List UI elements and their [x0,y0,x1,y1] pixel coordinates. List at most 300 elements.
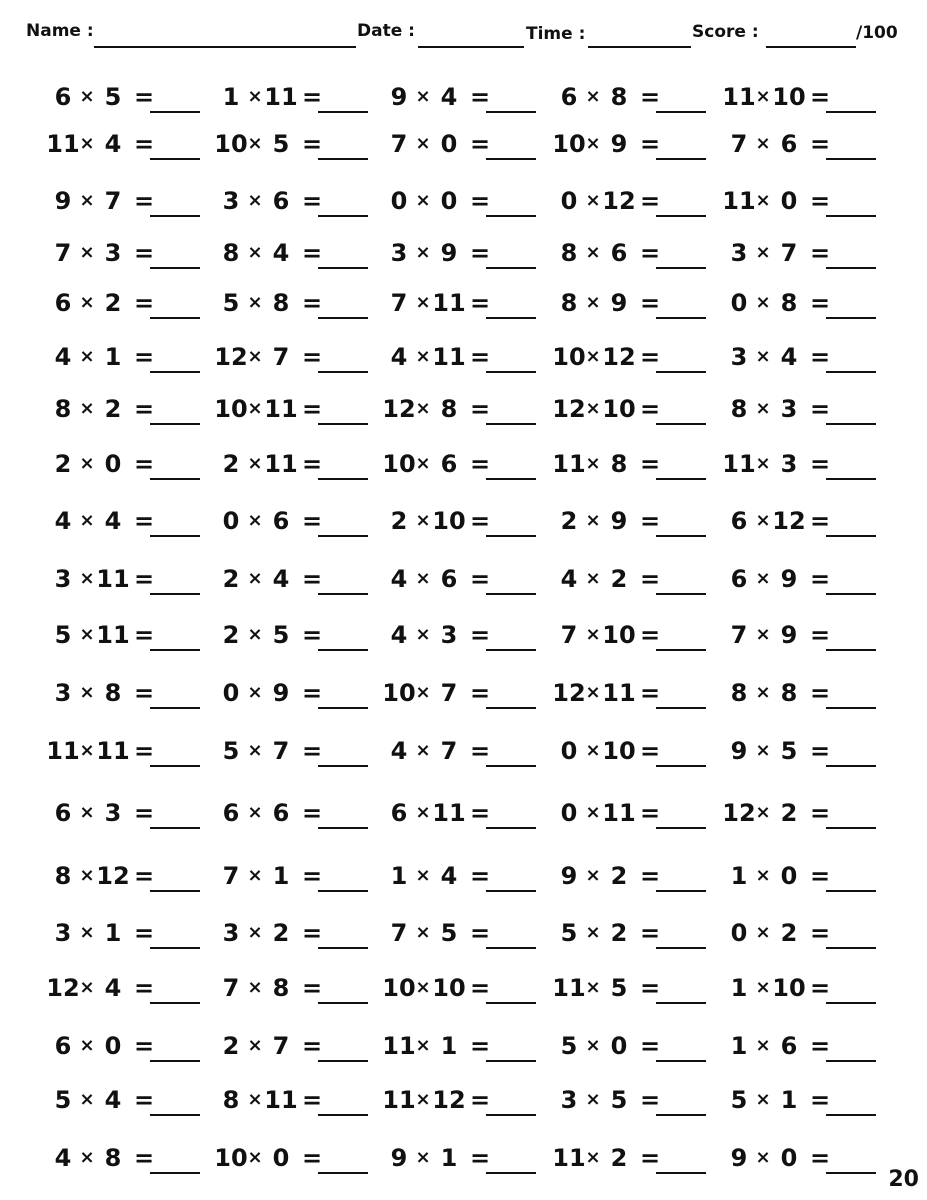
second-factor: 2 [610,1144,628,1172]
score-label: Score : [692,22,759,42]
first-factor: 0 [730,289,748,317]
second-factor: 10 [772,974,806,1002]
first-factor: 11 [382,1086,416,1114]
times-sign: × [585,510,601,531]
equals-sign: = [810,799,831,827]
answer-blank[interactable] [826,478,876,480]
answer-blank[interactable] [486,1114,536,1116]
first-factor: 6 [222,799,240,827]
times-sign: × [79,292,95,313]
answer-blank[interactable] [656,765,706,767]
equals-sign: = [640,395,661,423]
times-sign: × [79,740,95,761]
second-factor: 1 [272,862,290,890]
answer-blank[interactable] [150,317,200,319]
answer-blank[interactable] [826,423,876,425]
second-factor: 5 [610,974,628,1002]
answer-blank[interactable] [826,535,876,537]
answer-blank[interactable] [318,1060,368,1062]
answer-blank[interactable] [656,535,706,537]
times-sign: × [247,242,263,263]
problem [214,506,374,542]
second-factor: 6 [272,187,290,215]
times-sign: × [585,190,601,211]
second-factor: 7 [272,343,290,371]
answer-blank[interactable] [486,158,536,160]
problem [722,1031,882,1067]
times-sign: × [755,865,771,886]
first-factor: 11 [722,83,756,111]
second-factor: 7 [104,187,122,215]
date-label: Date : [357,21,415,41]
first-factor: 7 [54,239,72,267]
first-factor: 2 [222,450,240,478]
answer-blank[interactable] [150,890,200,892]
first-factor: 0 [560,737,578,765]
equals-sign: = [134,507,155,535]
problem [382,238,542,274]
answer-blank[interactable] [150,649,200,651]
first-factor: 2 [222,621,240,649]
equals-sign: = [810,343,831,371]
equals-sign: = [810,239,831,267]
equals-sign: = [470,919,491,947]
answer-blank[interactable] [826,215,876,217]
second-factor: 11 [96,565,130,593]
answer-blank[interactable] [486,423,536,425]
answer-blank[interactable] [826,317,876,319]
equals-sign: = [302,1144,323,1172]
second-factor: 9 [780,621,798,649]
second-factor: 7 [440,737,458,765]
first-factor: 8 [222,239,240,267]
times-sign: × [79,624,95,645]
answer-blank[interactable] [318,535,368,537]
answer-blank[interactable] [318,593,368,595]
problem [382,82,542,118]
equals-sign: = [640,343,661,371]
equals-sign: = [302,1086,323,1114]
first-factor: 1 [730,1032,748,1060]
problem [552,506,712,542]
answer-blank[interactable] [826,649,876,651]
times-sign: × [585,242,601,263]
answer-blank[interactable] [656,423,706,425]
answer-blank[interactable] [318,1002,368,1004]
problem [214,288,374,324]
answer-blank[interactable] [656,649,706,651]
answer-blank[interactable] [486,890,536,892]
problem [552,918,712,954]
times-sign: × [585,1147,601,1168]
answer-blank[interactable] [150,535,200,537]
answer-blank[interactable] [826,111,876,113]
answer-blank[interactable] [486,215,536,217]
times-sign: × [755,190,771,211]
second-factor: 5 [104,83,122,111]
first-factor: 11 [552,450,586,478]
answer-blank[interactable] [318,827,368,829]
problem [552,798,712,834]
problem [552,394,712,430]
equals-sign: = [134,343,155,371]
second-factor: 4 [440,862,458,890]
problem [382,186,542,222]
times-sign: × [79,802,95,823]
second-factor: 0 [104,450,122,478]
times-sign: × [585,802,601,823]
answer-blank[interactable] [318,478,368,480]
second-factor: 10 [432,974,466,1002]
problem [382,918,542,954]
answer-blank[interactable] [656,158,706,160]
equals-sign: = [470,974,491,1002]
first-factor: 12 [214,343,248,371]
times-sign: × [755,242,771,263]
equals-sign: = [134,679,155,707]
second-factor: 4 [104,130,122,158]
answer-blank[interactable] [150,371,200,373]
answer-blank[interactable] [150,423,200,425]
second-factor: 3 [440,621,458,649]
first-factor: 11 [722,187,756,215]
problem [46,82,206,118]
equals-sign: = [810,130,831,158]
second-factor: 4 [104,1086,122,1114]
second-factor: 12 [772,507,806,535]
problem [214,342,374,378]
answer-blank[interactable] [656,1114,706,1116]
second-factor: 10 [602,395,636,423]
times-sign: × [755,86,771,107]
answer-blank[interactable] [826,593,876,595]
equals-sign: = [640,1032,661,1060]
answer-blank[interactable] [826,765,876,767]
times-sign: × [247,624,263,645]
equals-sign: = [134,621,155,649]
equals-sign: = [640,239,661,267]
answer-blank[interactable] [486,593,536,595]
answer-blank[interactable] [318,423,368,425]
answer-blank[interactable] [150,478,200,480]
second-factor: 2 [104,289,122,317]
answer-blank[interactable] [486,707,536,709]
problem [552,1031,712,1067]
second-factor: 3 [780,450,798,478]
equals-sign: = [810,862,831,890]
second-factor: 6 [780,1032,798,1060]
problem [722,736,882,772]
answer-blank[interactable] [656,827,706,829]
first-factor: 8 [560,289,578,317]
answer-blank[interactable] [486,1060,536,1062]
first-factor: 10 [382,450,416,478]
second-factor: 6 [440,450,458,478]
answer-blank[interactable] [486,267,536,269]
answer-blank[interactable] [318,267,368,269]
problem [46,1031,206,1067]
name-label: Name : [26,21,94,41]
second-factor: 11 [432,343,466,371]
second-factor: 8 [272,289,290,317]
answer-blank[interactable] [826,371,876,373]
answer-blank[interactable] [150,111,200,113]
times-sign: × [755,1089,771,1110]
problem [214,973,374,1009]
times-sign: × [415,740,431,761]
answer-blank[interactable] [150,947,200,949]
problem [214,1031,374,1067]
problem [46,129,206,165]
answer-blank[interactable] [656,1002,706,1004]
answer-blank[interactable] [656,478,706,480]
times-sign: × [415,346,431,367]
times-sign: × [415,1035,431,1056]
problem [214,620,374,656]
second-factor: 0 [780,862,798,890]
first-factor: 12 [382,395,416,423]
first-factor: 7 [390,130,408,158]
second-factor: 8 [610,83,628,111]
second-factor: 6 [780,130,798,158]
first-factor: 10 [552,130,586,158]
first-factor: 12 [552,679,586,707]
second-factor: 3 [104,239,122,267]
answer-blank[interactable] [318,1172,368,1174]
second-factor: 6 [610,239,628,267]
times-sign: × [415,624,431,645]
answer-blank[interactable] [150,765,200,767]
answer-blank[interactable] [150,593,200,595]
answer-blank[interactable] [826,1114,876,1116]
first-factor: 4 [390,343,408,371]
times-sign: × [755,977,771,998]
times-sign: × [79,922,95,943]
times-sign: × [247,977,263,998]
answer-blank[interactable] [318,890,368,892]
answer-blank[interactable] [486,947,536,949]
answer-blank[interactable] [150,1114,200,1116]
second-factor: 5 [440,919,458,947]
problem [46,449,206,485]
problem [722,506,882,542]
score-total: /100 [856,23,898,43]
answer-blank[interactable] [150,1172,200,1174]
answer-blank[interactable] [150,158,200,160]
times-sign: × [415,190,431,211]
first-factor: 2 [222,1032,240,1060]
second-factor: 8 [780,679,798,707]
answer-blank[interactable] [150,707,200,709]
problem [552,129,712,165]
first-factor: 9 [560,862,578,890]
times-sign: × [585,568,601,589]
answer-blank[interactable] [150,1060,200,1062]
answer-blank[interactable] [826,890,876,892]
answer-blank[interactable] [486,317,536,319]
answer-blank[interactable] [486,478,536,480]
problem [552,342,712,378]
answer-blank[interactable] [318,158,368,160]
answer-blank[interactable] [826,707,876,709]
equals-sign: = [134,1032,155,1060]
answer-blank[interactable] [656,707,706,709]
times-sign: × [755,624,771,645]
answer-blank[interactable] [318,765,368,767]
second-factor: 10 [602,621,636,649]
equals-sign: = [640,919,661,947]
first-factor: 7 [390,919,408,947]
equals-sign: = [810,1032,831,1060]
equals-sign: = [470,289,491,317]
problem [382,861,542,897]
problem [214,238,374,274]
answer-blank[interactable] [486,827,536,829]
answer-blank[interactable] [826,1002,876,1004]
problem [382,129,542,165]
answer-blank[interactable] [486,765,536,767]
problem [552,1143,712,1179]
first-factor: 6 [730,565,748,593]
first-factor: 3 [730,239,748,267]
times-sign: × [755,740,771,761]
problem [46,1085,206,1121]
first-factor: 4 [54,507,72,535]
problem [552,861,712,897]
problem [552,288,712,324]
problem [214,918,374,954]
answer-blank[interactable] [656,371,706,373]
answer-blank[interactable] [318,649,368,651]
page-number: 20 [888,1167,919,1192]
first-factor: 3 [390,239,408,267]
answer-blank[interactable] [826,947,876,949]
equals-sign: = [640,450,661,478]
first-factor: 0 [222,679,240,707]
answer-blank[interactable] [150,215,200,217]
problem [46,342,206,378]
times-sign: × [415,682,431,703]
answer-blank[interactable] [826,1060,876,1062]
problem [214,186,374,222]
first-factor: 3 [730,343,748,371]
answer-blank[interactable] [656,947,706,949]
first-factor: 11 [46,130,80,158]
answer-blank[interactable] [318,111,368,113]
equals-sign: = [470,187,491,215]
equals-sign: = [470,343,491,371]
second-factor: 0 [272,1144,290,1172]
first-factor: 3 [54,679,72,707]
times-sign: × [755,133,771,154]
answer-blank[interactable] [486,111,536,113]
first-factor: 3 [54,919,72,947]
answer-blank[interactable] [318,317,368,319]
answer-blank[interactable] [656,1172,706,1174]
problem [214,129,374,165]
answer-blank[interactable] [318,707,368,709]
times-sign: × [755,346,771,367]
second-factor: 10 [432,507,466,535]
problem [46,394,206,430]
times-sign: × [247,1089,263,1110]
answer-blank[interactable] [656,593,706,595]
answer-blank[interactable] [656,890,706,892]
second-factor: 0 [440,187,458,215]
answer-blank[interactable] [318,215,368,217]
equals-sign: = [302,239,323,267]
answer-blank[interactable] [486,649,536,651]
second-factor: 9 [610,130,628,158]
answer-blank[interactable] [826,158,876,160]
answer-blank[interactable] [486,371,536,373]
answer-blank[interactable] [150,1002,200,1004]
answer-blank[interactable] [486,1002,536,1004]
equals-sign: = [810,289,831,317]
answer-blank[interactable] [826,267,876,269]
answer-blank[interactable] [150,267,200,269]
answer-blank[interactable] [656,317,706,319]
answer-blank[interactable] [656,1060,706,1062]
first-factor: 12 [722,799,756,827]
second-factor: 11 [432,799,466,827]
second-factor: 6 [272,507,290,535]
answer-blank[interactable] [318,371,368,373]
equals-sign: = [640,679,661,707]
times-sign: × [415,292,431,313]
times-sign: × [79,346,95,367]
equals-sign: = [302,974,323,1002]
answer-blank[interactable] [486,535,536,537]
problem [214,1143,374,1179]
equals-sign: = [302,919,323,947]
times-sign: × [755,1147,771,1168]
problem [46,506,206,542]
first-factor: 6 [560,83,578,111]
answer-blank[interactable] [656,111,706,113]
second-factor: 1 [104,343,122,371]
times-sign: × [247,86,263,107]
times-sign: × [585,865,601,886]
answer-blank[interactable] [656,267,706,269]
answer-blank[interactable] [826,1172,876,1174]
answer-blank[interactable] [826,827,876,829]
answer-blank[interactable] [318,947,368,949]
problem [382,506,542,542]
first-factor: 9 [730,737,748,765]
first-factor: 5 [222,737,240,765]
second-factor: 8 [780,289,798,317]
equals-sign: = [640,83,661,111]
second-factor: 4 [272,565,290,593]
second-factor: 10 [602,737,636,765]
answer-blank[interactable] [318,1114,368,1116]
second-factor: 6 [440,565,458,593]
second-factor: 11 [264,83,298,111]
equals-sign: = [810,565,831,593]
equals-sign: = [470,450,491,478]
first-factor: 1 [730,974,748,1002]
times-sign: × [415,510,431,531]
equals-sign: = [640,1144,661,1172]
times-sign: × [585,740,601,761]
problem [382,449,542,485]
answer-blank[interactable] [486,1172,536,1174]
answer-blank[interactable] [656,215,706,217]
second-factor: 10 [772,83,806,111]
answer-blank[interactable] [150,827,200,829]
times-sign: × [79,568,95,589]
